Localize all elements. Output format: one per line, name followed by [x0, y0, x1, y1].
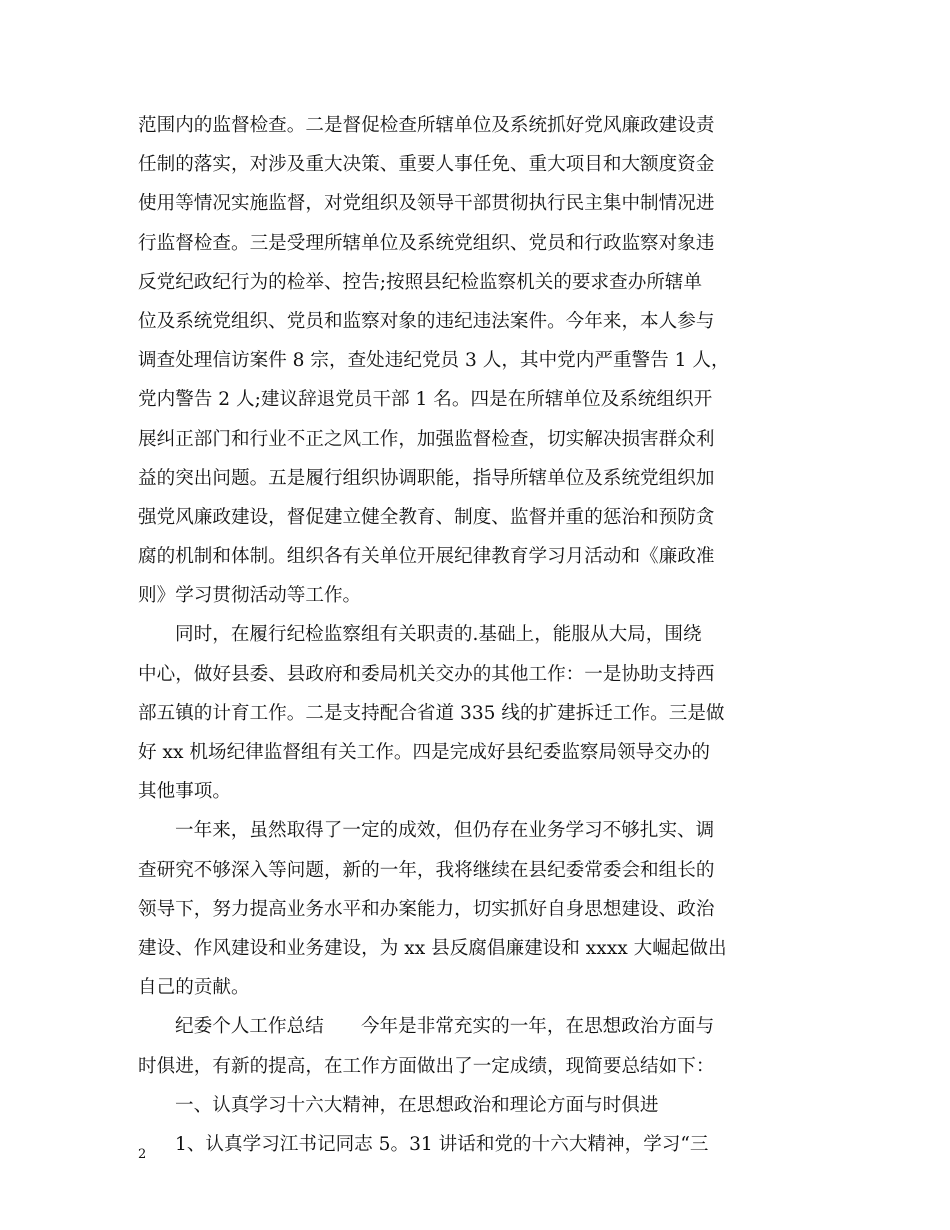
body-text: [138, 106, 814, 1164]
text-line: 部五镇的计育工作。二是支持配合省道 335 线的扩建拆迁工作。三是做: [138, 702, 725, 724]
text-line: 时俱进，有新的提高，在工作方面做出了一定成绩，现简要总结如下：: [138, 1055, 715, 1077]
text-line: 行监督检查。三是受理所辖单位及系统党组织、党员和行政监察对象违: [138, 232, 715, 254]
text-line: 益的突出问题。五是履行组织协调职能，指导所辖单位及系统党组织加: [138, 467, 715, 489]
text-line: 展纠正部门和行业不正之风工作，加强监督检查，切实解决损害群众利: [138, 428, 715, 450]
page-number: 2: [138, 1147, 147, 1162]
text-line: 好 xx 机场纪律监督组有关工作。四是完成好县纪委监察局领导交办的: [138, 742, 711, 763]
text-line: 强党风廉政建设，督促建立健全教育、制度、监督并重的惩治和预防贪: [138, 506, 715, 528]
text-line: 则》学习贯彻活动等工作。: [138, 585, 362, 607]
text-line: 位及系统党组织、党员和监察对象的违纪违法案件。今年来，本人参与: [138, 310, 715, 332]
section-heading: 一、认真学习十六大精神，在思想政治和理论方面与时俱进: [175, 1094, 659, 1116]
text-line: 建设、作风建设和业务建设，为 xx 县反腐倡廉建设和 xxxx 大崛起做出: [138, 937, 727, 959]
text-line: 调查处理信访案件 8 宗，查处违纪党员 3 人，其中党内严重警告 1 人，: [138, 350, 730, 372]
text-line: 反党纪政纪行为的检举、控告;按照县纪检监察机关的要求查办所辖单: [138, 271, 703, 293]
text-line: 中心，做好县委、县政府和委局机关交办的其他工作：一是协助支持西: [138, 663, 715, 685]
paragraph-start-line: 同时，在履行纪检监察组有关职责的.基础上，能服从大局，围绕: [175, 624, 702, 646]
text-line: 腐的机制和体制。组织各有关单位开展纪律教育学习月活动和《廉政准: [138, 546, 715, 568]
text-line: 自己的贡献。: [138, 977, 250, 999]
text-line: 领导下，努力提高业务水平和办案能力，切实抓好自身思想建设、政治: [138, 898, 715, 920]
text-line: 范围内的监督检查。二是督促检查所辖单位及系统抓好党风廉政建设责: [138, 115, 715, 136]
paragraph-start-line: 1、认真学习江书记同志 5。31 讲话和党的十六大精神，学习“三: [175, 1133, 709, 1155]
text-line: 使用等情况实施监督，对党组织及领导干部贯彻执行民主集中制情况进: [138, 193, 715, 215]
text-line: 党内警告 2 人;建议辞退党员干部 1 名。四是在所辖单位及系统组织开: [138, 389, 713, 411]
text-line: 其他事项。: [138, 781, 231, 803]
paragraph-start-line: 一年来，虽然取得了一定的成效，但仍存在业务学习不够扎实、调: [175, 820, 715, 842]
text-line: 查研究不够深入等问题，新的一年，我将继续在县纪委常委会和组长的: [138, 859, 715, 881]
text-line: 任制的落实，对涉及重大决策、重要人事任免、重大项目和大额度资金: [138, 154, 715, 176]
paragraph-start-line: 纪委个人工作总结 今年是非常充实的一年，在思想政治方面与: [175, 1016, 715, 1038]
